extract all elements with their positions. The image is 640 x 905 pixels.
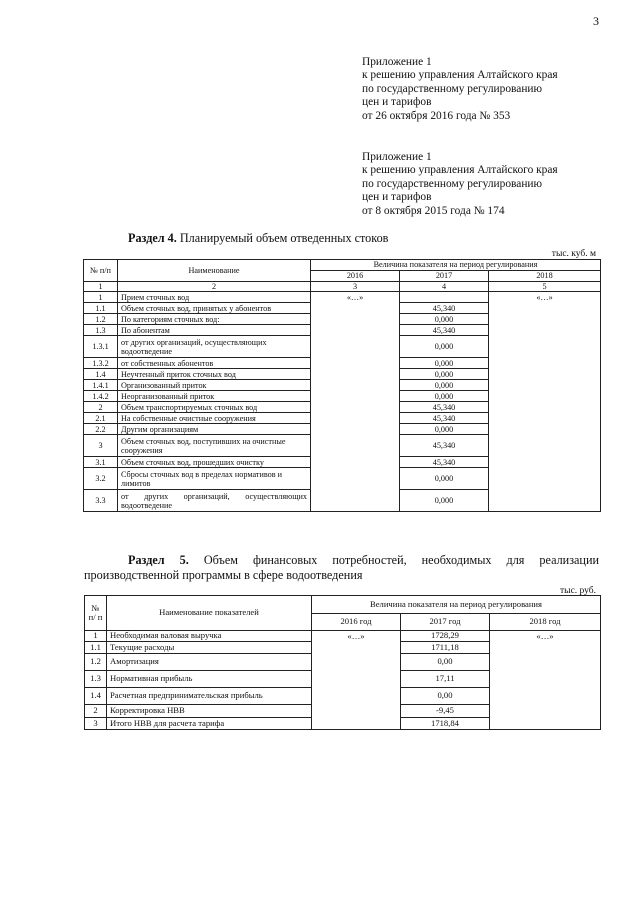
row-num: 2.2: [84, 424, 118, 435]
header-num: № п/ п: [85, 596, 107, 631]
row-num: 3: [85, 718, 107, 730]
row-name: Организованный приток: [118, 380, 311, 391]
row-name: Сбросы сточных вод в пределах нормативов и лимитов: [118, 468, 311, 490]
table-row: [84, 292, 601, 303]
appendix-line: к решению управления Алтайского края: [362, 69, 558, 82]
appendix-line: Приложение 1: [362, 151, 432, 163]
header-num: № п/п: [84, 260, 118, 282]
section5-units: тыс. руб.: [560, 586, 596, 596]
value-2017: -9,45: [401, 705, 490, 718]
column-number: 2: [118, 282, 311, 292]
value-2017: 0,000: [400, 380, 489, 391]
section4-title: [128, 231, 388, 246]
header-name: Наименование: [118, 260, 311, 282]
header-name: Наименование показателей: [107, 596, 312, 631]
row-num: 1.3: [84, 325, 118, 336]
appendix-line: цен и тарифов: [362, 191, 432, 204]
row-num: 2: [84, 402, 118, 413]
value-2017: 45,340: [400, 435, 489, 457]
column-number: 3: [311, 282, 400, 292]
section5-label: Раздел 5.: [128, 553, 189, 567]
column-number: 5: [489, 282, 601, 292]
appendix-line: от 8 октября 2015 года № 174: [362, 204, 505, 217]
value-2016-merged: «…»: [312, 631, 401, 730]
value-2017: 0,000: [400, 490, 489, 512]
value-2017: 0,00: [401, 688, 490, 705]
value-2018-merged: «…»: [489, 292, 601, 512]
value-2017: 0,000: [400, 358, 489, 369]
value-2017: 45,340: [400, 325, 489, 336]
row-num: 1.1: [84, 303, 118, 314]
row-num: 1.4: [84, 369, 118, 380]
value-2017: 0,000: [400, 369, 489, 380]
value-2017: 45,340: [400, 413, 489, 424]
header-year: 2018 год: [490, 614, 601, 631]
value-2018-merged: «…»: [490, 631, 601, 730]
value-2017: 45,340: [400, 457, 489, 468]
row-name: Объем транспортируемых сточных вод: [118, 402, 311, 413]
row-num: 1.3: [85, 671, 107, 688]
value-2016-merged: «…»: [311, 292, 400, 512]
value-2017: 45,340: [400, 402, 489, 413]
column-number: 1: [84, 282, 118, 292]
row-num: 1: [85, 631, 107, 642]
header-year: 2016 год: [312, 614, 401, 631]
row-num: 1: [84, 292, 118, 303]
row-num: 1.2: [85, 654, 107, 671]
value-2017: [400, 292, 489, 303]
row-num: 1.1: [85, 642, 107, 654]
row-name: от других организаций, осуществляющих водоотведение: [118, 336, 311, 358]
value-2017: 0,000: [400, 314, 489, 325]
row-num: 1.4: [85, 688, 107, 705]
appendix-line: Приложение 1: [362, 56, 432, 68]
row-name: Другим организациям: [118, 424, 311, 435]
row-name: Неучтенный приток сточных вод: [118, 369, 311, 380]
value-2017: 17,11: [401, 671, 490, 688]
section5-title-text: Объем финансовых потребностей, необходимых для реализации производственной программы в сфере водоотведения: [84, 553, 599, 582]
row-name: Корректировка НВВ: [107, 705, 312, 718]
row-name: Неорганизованный приток: [118, 391, 311, 402]
value-2017: 1728,29: [401, 631, 490, 642]
value-2017: 1711,18: [401, 642, 490, 654]
row-name: Объем сточных вод, прошедших очистку: [118, 457, 311, 468]
header-year: 2017 год: [401, 614, 490, 631]
row-num: 1.3.2: [84, 358, 118, 369]
header-period: Величина показателя на период регулирования: [311, 260, 601, 271]
row-name: от собственных абонентов: [118, 358, 311, 369]
row-name: Прием сточных вод: [118, 292, 311, 303]
appendix-previous: [362, 151, 558, 218]
value-2017: 1718,84: [401, 718, 490, 730]
row-name: Объем сточных вод, поступивших на очистные сооружения: [118, 435, 311, 457]
value-2017: 0,000: [400, 336, 489, 358]
page-number: 3: [593, 14, 599, 28]
value-2017: 0,000: [400, 424, 489, 435]
row-name: Итого НВВ для расчета тарифа: [107, 718, 312, 730]
appendix-line: от 26 октября 2016 года № 353: [362, 109, 511, 122]
row-name: По категориям сточных вод:: [118, 314, 311, 325]
row-name: Амортизация: [107, 654, 312, 671]
header-period: Величина показателя на период регулирования: [312, 596, 601, 614]
row-name: Расчетная предпринимательская прибыль: [107, 688, 312, 705]
appendix-line: по государственному регулированию: [362, 177, 543, 190]
section5-title: [84, 553, 599, 583]
row-num: 1.2: [84, 314, 118, 325]
row-num: 3.1: [84, 457, 118, 468]
section4-title-text: Планируемый объем отведенных стоков: [179, 231, 389, 245]
row-num: 3.3: [84, 490, 118, 512]
section4-label: Раздел 4.: [128, 231, 177, 245]
row-name: На собственные очистные сооружения: [118, 413, 311, 424]
row-name: от других организаций, осуществляющих водоотведение: [118, 490, 311, 512]
appendix-current: [362, 56, 558, 123]
header-year: 2018: [489, 271, 601, 282]
value-2017: 0,000: [400, 468, 489, 490]
row-num: 2: [85, 705, 107, 718]
appendix-line: цен и тарифов: [362, 96, 432, 109]
row-num: 1.3.1: [84, 336, 118, 358]
appendix-line: по государственному регулированию: [362, 82, 543, 95]
appendix-line: к решению управления Алтайского края: [362, 164, 558, 177]
header-year: 2016: [311, 271, 400, 282]
section4-table: [83, 259, 601, 512]
column-number: 4: [400, 282, 489, 292]
row-name: Объем сточных вод, принятых у абонентов: [118, 303, 311, 314]
row-num: 3: [84, 435, 118, 457]
section5-table: [84, 595, 601, 730]
header-year: 2017: [400, 271, 489, 282]
row-num: 2.1: [84, 413, 118, 424]
value-2017: 0,000: [400, 391, 489, 402]
row-name: Нормативная прибыль: [107, 671, 312, 688]
row-name: Текущие расходы: [107, 642, 312, 654]
value-2017: 0,00: [401, 654, 490, 671]
row-num: 3.2: [84, 468, 118, 490]
section4-units: тыс. куб. м: [551, 249, 596, 259]
table-row: [85, 631, 601, 642]
value-2017: 45,340: [400, 303, 489, 314]
row-num: 1.4.2: [84, 391, 118, 402]
row-name: Необходимая валовая выручка: [107, 631, 312, 642]
row-num: 1.4.1: [84, 380, 118, 391]
row-name: По абонентам: [118, 325, 311, 336]
